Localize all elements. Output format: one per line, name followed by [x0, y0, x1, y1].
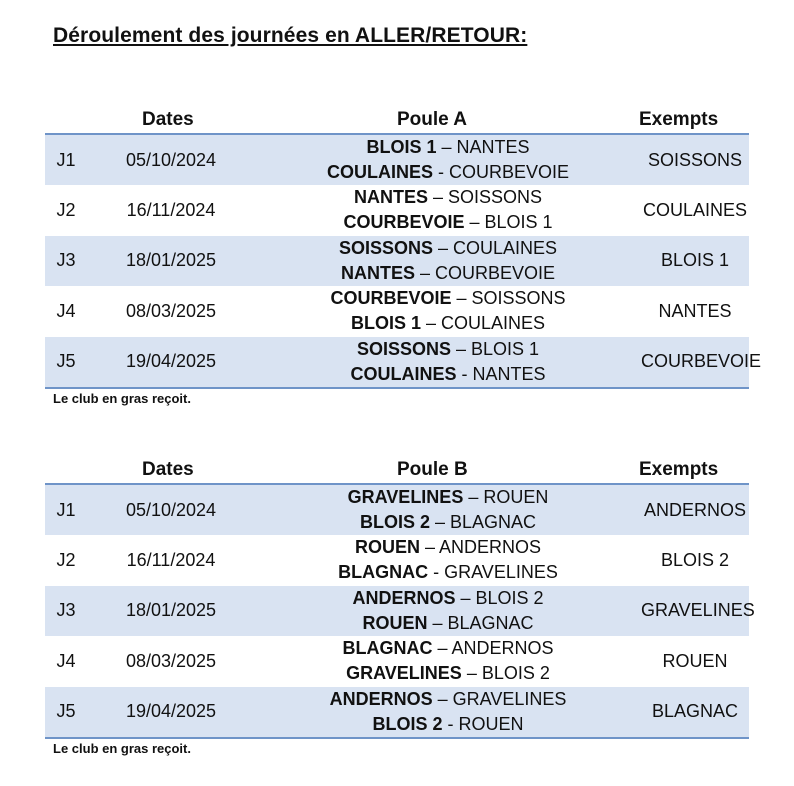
matches-cell [255, 687, 641, 738]
header-poule: Poule B [397, 459, 468, 480]
date-cell: 08/03/2025 [125, 650, 217, 671]
matchday-cell: J2 [56, 199, 76, 220]
match-separator: – [429, 512, 450, 532]
home-team: BLOIS 1 [366, 137, 437, 157]
away-team: COURBEVOIE [435, 262, 556, 283]
matches-cell [255, 134, 641, 185]
table-header [45, 109, 749, 133]
matchday-cell: J1 [45, 134, 87, 185]
matches-cell [255, 236, 641, 287]
away-team: BLAGNAC [450, 512, 537, 532]
away-team: ROUEN [458, 713, 524, 734]
matchday-cell: J5 [45, 687, 87, 738]
match-line [255, 535, 641, 560]
match-separator: - [428, 562, 445, 583]
home-team: BLOIS 1 [350, 313, 421, 334]
home-team: NANTES [340, 262, 415, 283]
match-separator: – [451, 288, 472, 309]
away-team: BLOIS 2 [475, 587, 544, 608]
away-team: COULAINES [453, 237, 558, 258]
home-team: BLOIS 2 [372, 713, 443, 734]
date-cell: 08/03/2025 [125, 300, 217, 321]
away-team: ROUEN [483, 487, 549, 507]
match-line [255, 510, 641, 535]
home-team: COULAINES [326, 162, 433, 182]
matches-cell [255, 586, 641, 637]
schedule-table [45, 133, 762, 389]
match-separator: – [427, 612, 448, 633]
matchday-cell: J5 [45, 337, 87, 388]
header-exempts: Exempts [639, 109, 719, 130]
date-cell: 18/01/2025 [87, 236, 255, 287]
home-team: SOISSONS [356, 338, 451, 359]
away-team: BLOIS 1 [484, 212, 553, 233]
match-separator: – [464, 212, 485, 233]
away-team: SOISSONS [448, 187, 543, 208]
table-row [45, 236, 749, 287]
match-separator: – [450, 338, 471, 359]
home-team: GRAVELINES [347, 487, 464, 507]
date-cell: 16/11/2024 [126, 199, 216, 220]
away-team: GRAVELINES [452, 688, 567, 709]
match-separator: – [463, 487, 484, 507]
table-row [45, 185, 749, 236]
match-line [255, 712, 641, 737]
exempt-cell: GRAVELINES [641, 586, 749, 637]
date-cell: 19/04/2025 [87, 687, 255, 738]
away-team: GRAVELINES [444, 562, 558, 583]
match-line [255, 311, 641, 336]
match-separator: - [442, 713, 459, 734]
matchday-cell: J3 [45, 586, 87, 637]
exempt-cell: ANDERNOS [641, 484, 749, 535]
match-line [255, 160, 641, 185]
away-team: SOISSONS [471, 288, 566, 309]
matchday-cell: J2 [56, 549, 76, 570]
home-team: NANTES [353, 187, 428, 208]
exempt-cell: BLOIS 2 [660, 549, 730, 570]
home-team: BLAGNAC [338, 562, 429, 583]
matchday-cell: J4 [56, 300, 76, 321]
match-line [255, 611, 641, 636]
matchday-cell: J3 [45, 236, 87, 287]
match-separator: – [461, 663, 482, 684]
home-team: BLAGNAC [342, 638, 433, 659]
matchday-cell: J4 [56, 650, 76, 671]
date-cell: 05/10/2024 [87, 484, 255, 535]
matches-cell [255, 185, 641, 236]
home-team: COULAINES [350, 363, 457, 384]
home-team: ANDERNOS [329, 688, 433, 709]
table-note: Le club en gras reçoit. [53, 390, 191, 406]
match-line [255, 337, 641, 362]
match-line [255, 485, 641, 510]
away-team: ANDERNOS [451, 638, 554, 659]
table-row [45, 286, 749, 337]
matches-cell [255, 636, 641, 687]
match-separator: – [427, 187, 448, 208]
away-team: COULAINES [441, 313, 546, 334]
match-line [255, 661, 641, 686]
header-dates: Dates [142, 109, 194, 130]
matches-cell [255, 484, 641, 535]
home-team: ANDERNOS [352, 587, 456, 608]
home-team: COURBEVOIE [343, 212, 465, 233]
date-cell: 18/01/2025 [87, 586, 255, 637]
match-line [255, 286, 641, 311]
poule-b-schedule [45, 459, 755, 756]
exempt-cell: NANTES [658, 300, 732, 321]
match-line [255, 636, 641, 661]
home-team: ROUEN [362, 612, 428, 633]
exempt-cell: BLOIS 1 [641, 236, 749, 287]
away-team: BLOIS 1 [471, 338, 540, 359]
table-row [45, 535, 749, 586]
away-team: ANDERNOS [439, 537, 542, 558]
home-team: COURBEVOIE [330, 288, 452, 309]
date-cell: 19/04/2025 [87, 337, 255, 388]
table-row [45, 586, 749, 637]
table-header [45, 459, 749, 483]
date-cell: 05/10/2024 [87, 134, 255, 185]
header-poule: Poule A [397, 109, 468, 130]
match-line [255, 261, 641, 286]
away-team: BLAGNAC [447, 612, 534, 633]
table-note: Le club en gras reçoit. [53, 740, 191, 756]
matchday-cell: J1 [45, 484, 87, 535]
exempt-cell: COULAINES [642, 199, 748, 220]
away-team: NANTES [456, 137, 530, 157]
table-row [45, 687, 749, 738]
exempt-cell: ROUEN [662, 650, 728, 671]
match-line [255, 362, 641, 387]
exempt-cell: COURBEVOIE [641, 337, 749, 388]
exempt-cell: BLAGNAC [641, 687, 749, 738]
poule-a-schedule [45, 109, 762, 406]
matches-cell [255, 535, 641, 586]
match-separator: – [432, 237, 453, 258]
match-separator: – [414, 262, 435, 283]
match-separator: - [456, 363, 473, 384]
home-team: BLOIS 2 [359, 512, 430, 532]
match-separator: - [432, 162, 449, 182]
exempt-cell: SOISSONS [641, 134, 749, 185]
away-team: NANTES [472, 363, 546, 384]
away-team: BLOIS 2 [481, 663, 550, 684]
match-separator: – [419, 537, 440, 558]
header-exempts: Exempts [639, 459, 719, 480]
match-line [255, 135, 641, 160]
header-dates: Dates [142, 459, 194, 480]
table-row [45, 134, 749, 185]
matches-cell [255, 337, 641, 388]
match-line [255, 236, 641, 261]
table-row [45, 484, 749, 535]
date-cell: 16/11/2024 [126, 549, 216, 570]
matches-cell [255, 286, 641, 337]
home-team: GRAVELINES [346, 663, 462, 684]
match-line [255, 210, 641, 235]
match-separator: – [436, 137, 457, 157]
match-separator: – [432, 688, 453, 709]
match-separator: – [420, 313, 441, 334]
table-row [45, 337, 749, 388]
match-line [255, 185, 641, 210]
home-team: ROUEN [354, 537, 420, 558]
match-separator: – [432, 638, 452, 659]
match-line [255, 586, 641, 611]
table-row [45, 636, 749, 687]
match-line [255, 687, 641, 712]
away-team: COURBEVOIE [448, 162, 570, 182]
page-title: Déroulement des journées en ALLER/RETOUR: [53, 24, 528, 47]
match-separator: – [455, 587, 476, 608]
schedule-table [45, 483, 755, 739]
match-line [255, 560, 641, 585]
home-team: SOISSONS [338, 237, 433, 258]
